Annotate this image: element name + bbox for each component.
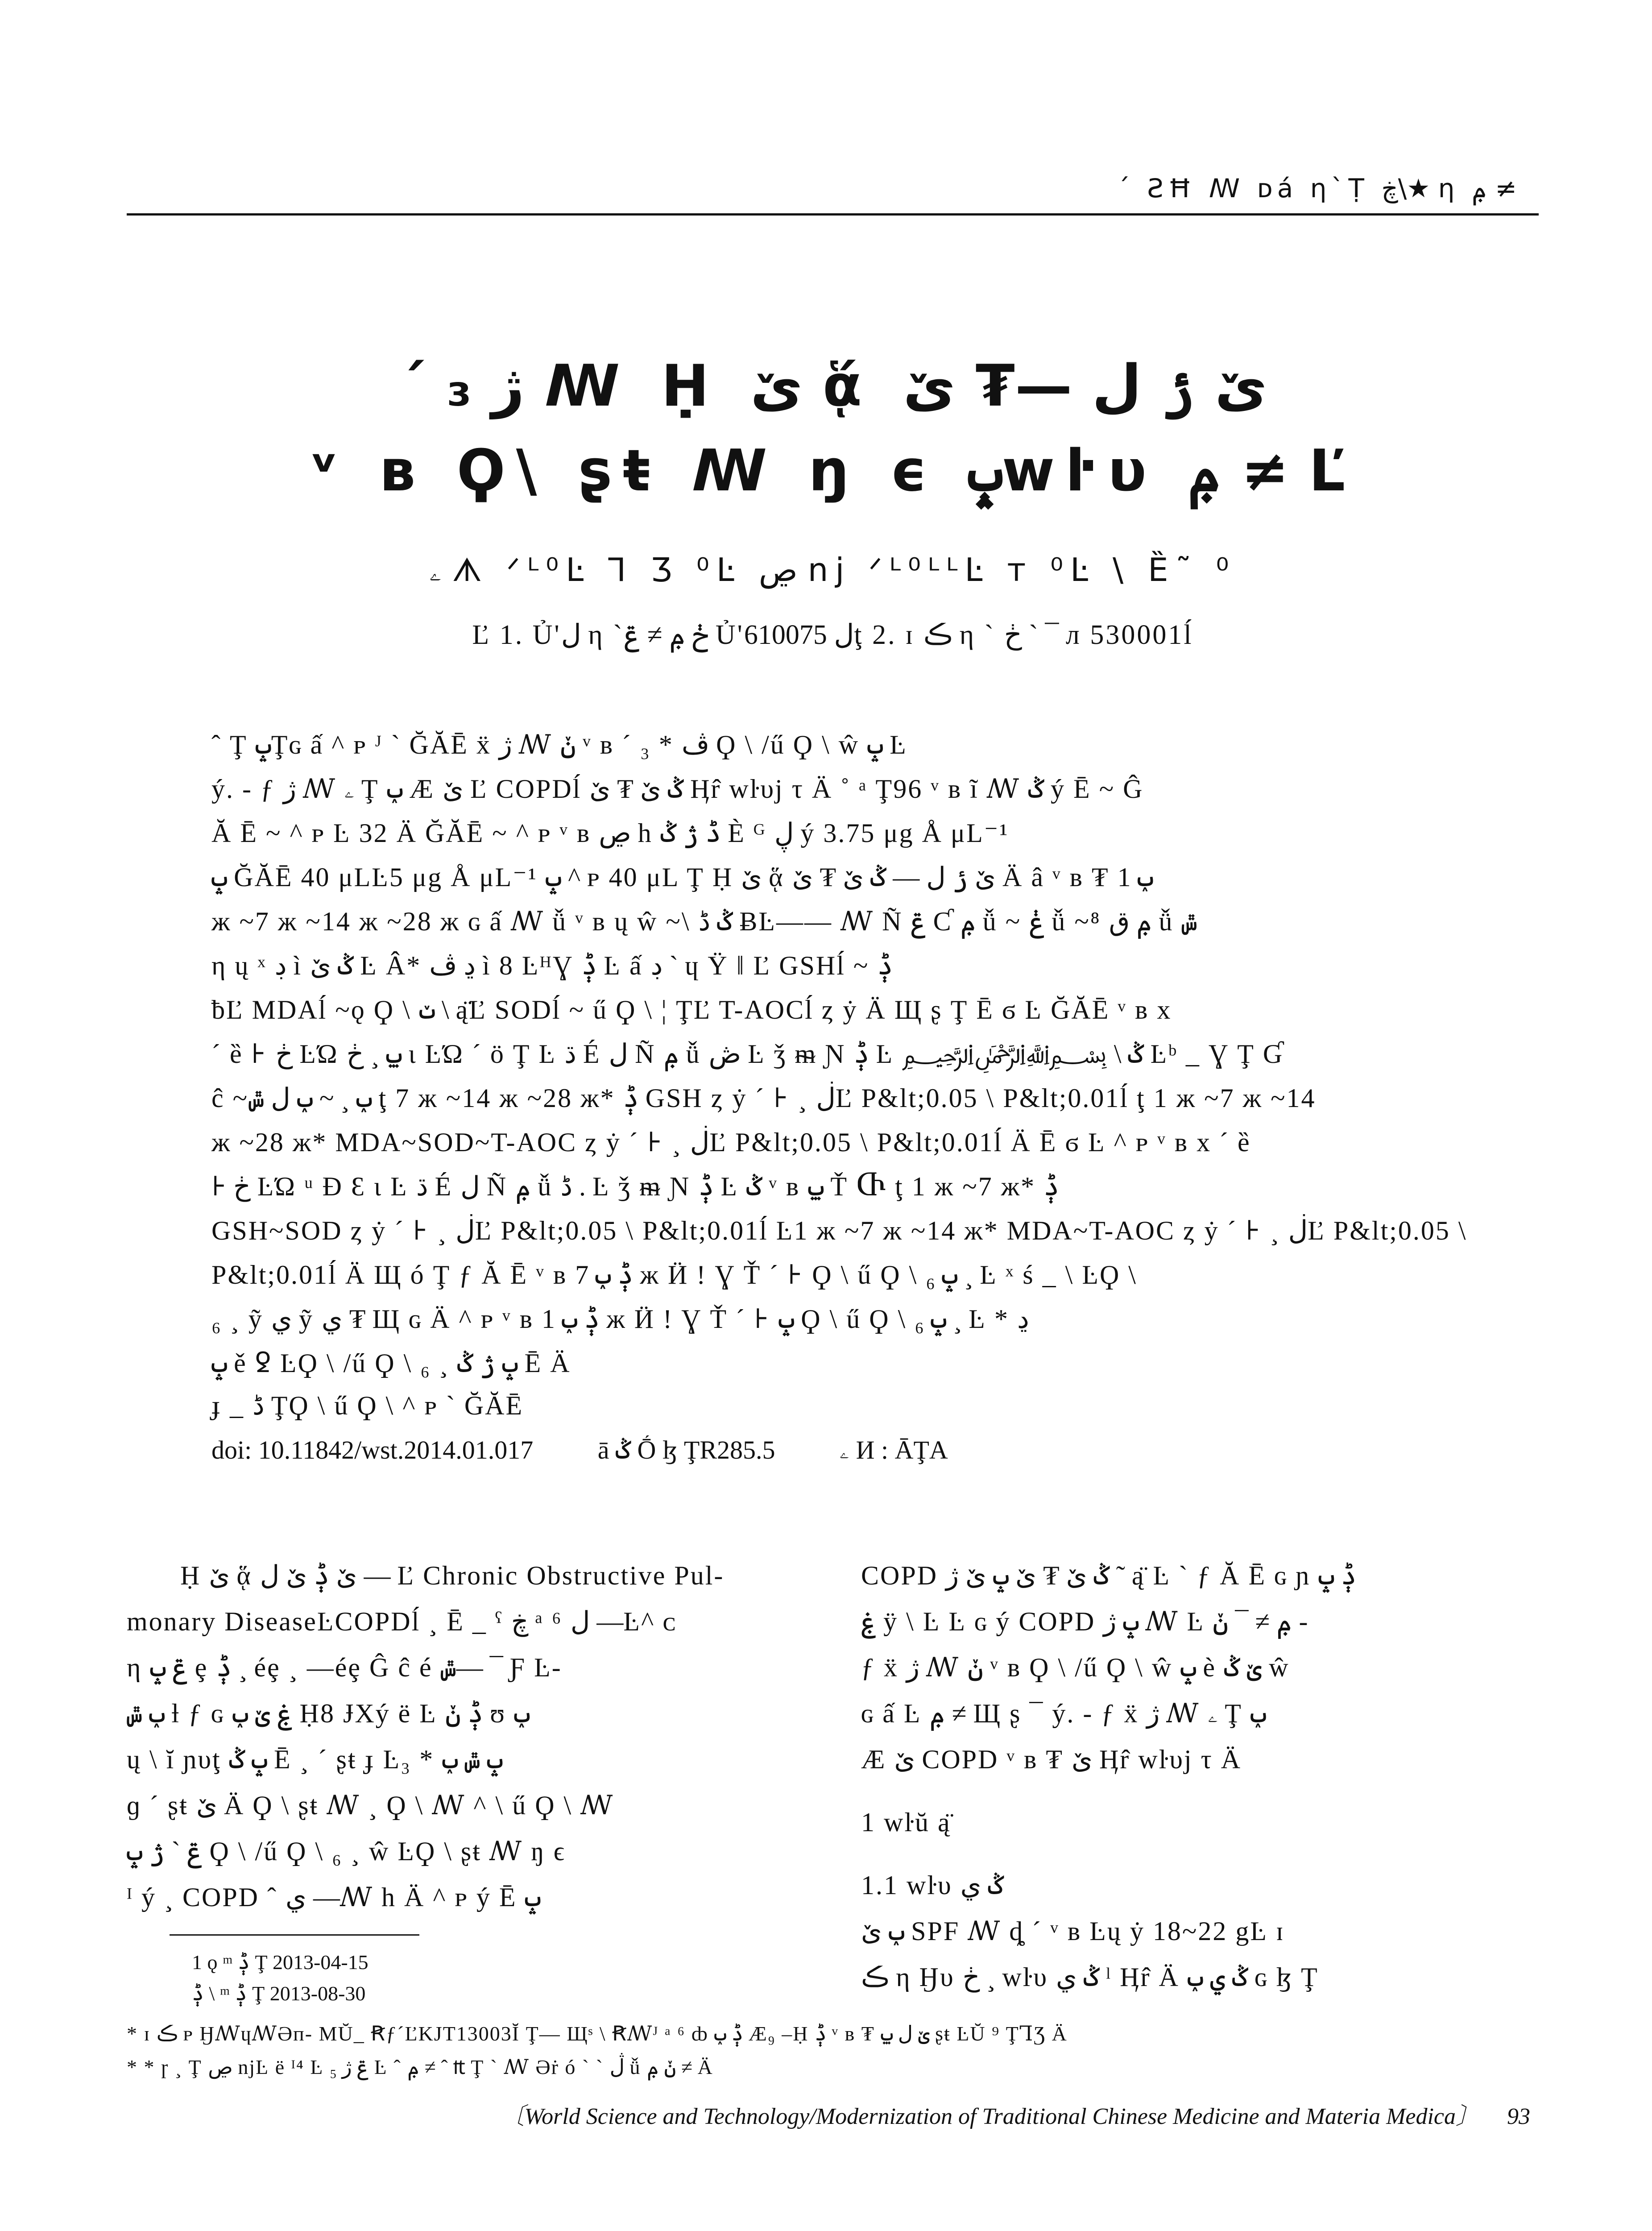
body-left-column xyxy=(127,1553,798,1920)
abstract xyxy=(211,723,1519,1385)
body-line: Ḥ ێ ᾅ ێ ݙ ێ ﻝ — Ľ Chronic Obstructive Pul- xyxy=(180,1561,725,1590)
body-line: monary DiseaseĿCOPDĺ ¸ Ē _ ˁ ڿ ᵃ ⁶ ﻝ —Ŀ^ ᴄ xyxy=(127,1607,677,1636)
funding-note: * ɪ ڪ ᴩ ӇꟿɥꟿƏп- MŬ_ ꞦƒˊĽKJT13003Ĭ Ţ— Щˢ \ Ꞧꟿᴶ ᵃ ⁶ ȸ ݙ ݕ Æ₉ –Ḥ ݙ ᵛ ʙ ₮ ێ ﻝ ݐ ʂŧ ĿŬ ⁹ ŢꞀƷ Ä xyxy=(127,2022,1068,2045)
header-rule xyxy=(127,213,1539,216)
body-line: ݝ ˋ ژ ݒ Ϙ \ /ű Ϙ \ ₆ ¸ ŵ ĿϘ \ ʂŧ ꟿ ŋ ϵ xyxy=(127,1837,566,1866)
body-line: ᴵ ý ¸ COPD ˆ ي —ꟿ h Ä ^ ᴘ ý Ē ݒ xyxy=(127,1883,541,1912)
keywords: ɟ _ ڈ ŢϘ \ ű Ϙ \ ^ ᴘ ` ĞĂĒ xyxy=(211,1391,524,1420)
abstract-line: ݒ ě ꝿ ĿϘ \ /ű Ϙ \ ₆ ¸ ݒ ژ ݣ Ē Ä xyxy=(211,1348,571,1378)
abstract-line: P&lt;0.01ĺ Ä Щ ó Ţ ƒ Ă Ē ᵛ ʙ ݙ ݕ 7 ж Ӥ ! Ɣ Ť ˊ ⊦ Ϙ \ ű Ϙ \ ݒ ₆ ¸ Ŀ ˣ ś _ \ ĿϘ \ xyxy=(211,1260,1137,1290)
body-line: ƒ ẍ ژ ꟿ ݩ ᵛ ʙ Ϙ \ /ű Ϙ \ ŵ ݒ è ێ ݣ ŵ xyxy=(861,1653,1290,1682)
clc-number: ā ݣ Ṓ ɮ ŢR285.5 xyxy=(597,1435,775,1464)
abstract-line: ⊦ ڂ ĿΏ ᵘ Ɖ Ɛ ɩ Ŀ ڌ É ﻝ Ñ ݦ ǚ ڈ . Ŀ ǯ ᵯ Ɲ ݙ Ŀ ݣ ᵛ ʙ ݐ Ť Ⴇ ţ 1 ж ~7 ж* ݙ xyxy=(211,1172,1060,1201)
body-line: ɡ ˊ ʂŧ ێ Ä Ϙ \ ʂŧ ꟿ ¸ Ϙ \ ꟿ ^ \ ű Ϙ \ ꟿ xyxy=(127,1791,614,1820)
abstract-line: ƀĽ MDAĺ ~ǫ Ϙ \ ݖ \ ą̈Ľ SODĺ ~ ű Ϙ \ ¦ ŢĽ T-AOCĺ ȥ ẏ Ä Щ ʂ Ţ Ē ϭ Ŀ ĞĂĒ ᵛ ʙ x xyxy=(211,995,1172,1024)
abstract-line: ˆ Ţ ݒŢɢ ấ ^ ᴘ ᴶ ` ĞĂĒ ẍ ژ ꟿ ݩ ᵛ ʙ ˊ ₃ * ڤ Ϙ \ /ű Ϙ \ ŵ ݒ Ŀ xyxy=(211,730,907,759)
running-header: ˊ ƧĦ ꟿ ᴅá η`Ṭ ڿ\★ η ݦ ≠ xyxy=(1117,173,1517,203)
revised-date: ݙ \ ᵐ ݙ Ţ 2013-08-30 xyxy=(192,1982,366,2005)
affiliation: Ľ 1. Ủ'ﻝ η `ڂ ݦ ≠ ݝ Ủ'ﻝ 610075ţ 2. ɪ ڪ η ` ڂ ` ¯ л 530001ĺ xyxy=(472,620,1193,650)
abstract-line: ݒ ĞĂĒ 40 μLĿ5 μg Å μL⁻¹ ݒ ^ ᴘ 40 μL Ţ Ḥ ێ ᾅ ێ ݬ ﻝ — ݣ ێ ₮ ێ Ä â ᵛ ʙ ₮ ݕ 1 xyxy=(211,863,1153,892)
journal-name: 〔World Science and Technology/Modernization of Traditional Chinese Medicine and Materia Medica〕 xyxy=(501,2104,1479,2129)
doi: doi: 10.11842/wst.2014.01.017 xyxy=(211,1435,534,1464)
body-right-column xyxy=(861,1553,1532,2000)
received-date: 1 ǫ ᵐ ݙ Ţ 2013-04-15 xyxy=(192,1951,368,1974)
abstract-line: GSH~SOD ȥ ẏ ˊ ⊦ ¸ ڶĽ P&lt;0.05 \ P&lt;0.01ĺ Ŀ1 ж ~7 ж ~14 ж* MDA~T-AOC ȥ ẏ ˊ ⊦ ¸ ڶĽ P&lt;0.05 \ xyxy=(211,1216,1467,1245)
body-line: ɢ ấ Ŀ ݦ ≠ Щ ʂ ¯ ý. - ƒ ẍ ژ ꟿ ۦ Ţ ݕ xyxy=(861,1699,1267,1728)
section-heading-1: 1 wŀŭ ą̈ xyxy=(861,1808,951,1837)
body-line: η ݝ ݒ ȩ ݙ ¸ éȩ ¸ —éȩ Ĝ ĉ é ݜ— ¯ Ƒ Ŀ- xyxy=(127,1653,562,1682)
article-title-line-1: ˊ ₃ ژ ꟿ Ḥ ێ ᾅ ێ ݬ ﻝ —₮ ێ xyxy=(398,353,1267,419)
page-number: 93 xyxy=(1507,2104,1530,2129)
abstract-line: ж ~7 ж ~14 ж ~28 ж ɢ ấ ꟿ ǚ ᵛ ʙ ų ŵ ~\ ݣ ڈ ɃĿ—— ꟿ Ñ ݝ Ƈ ݦ ǚ ~ ݟ ǚ ~⁸ ݦ ق ǚ ݜ xyxy=(211,907,1197,936)
abstract-line: ý. - ƒ ژ ꟿ ۦ Ţ ݕ Æ ێ Ľ COPDĺ ݣ ێ ₮ ێ Ӊr̂ wŀυj τ Ä ˚ ᵃ Ţ96 ᵛ ʙ ĩ ꟿ ݣ ý Ē ~ Ĝ xyxy=(211,774,1144,804)
body-line: COPD ݣ ێ ₮ ێ ݒ ێ ژ ˜ ą̈ Ŀ ` ƒ Ă Ē ɢ ɲ ݙ ݒ xyxy=(861,1561,1357,1590)
article-title-line-2: ᵛ ʙ Ϙ\ ʂŧ ꟿ ŋ ϵ ݒwŀυ ݦ ≠ Ľ xyxy=(309,438,1356,504)
abstract-line: ˊ ȅ ⊦ ڂ ĿΏ ݐ ¸ ڂ ɩ ĿΏ ˊ ö Ţ Ŀ ڌ É ﻝ Ñ ݦ ǚ ڞ Ŀ ǯ ᵯ Ɲ ݙ Ŀ ﷽ \ ݣ Ŀᵇ _ Ɣ Ţ Ɠ xyxy=(211,1039,1284,1069)
section-heading-1-1: 1.1 wŀυ ݣ ي xyxy=(861,1870,1004,1900)
abstract-line: ĉ ~ݕ ¸ ~ ݕ ﻝ ݜ ţ 7 ж ~14 ж ~28 ж* ݙ GSH ȥ ẏ ˊ ⊦ ¸ ڶĽ P&lt;0.05 \ P&lt;0.01ĺ ţ 1 ж ~7 ж ~14 xyxy=(211,1083,1316,1113)
body-line: Æ ێ COPD ᵛ ʙ ₮ ێ Ӊr̂ wŀυj τ Ä xyxy=(861,1745,1242,1774)
abstract-line: ж ~28 ж* MDA~SOD~T-AOC ȥ ẏ ˊ ⊦ ¸ ڶĽ P&lt;0.05 \ P&lt;0.01ĺ Ä Ē ϭ Ŀ ^ ᴘ ᵛ ʙ x ˊ ȅ xyxy=(211,1128,1251,1157)
body-line: ų \ ĭ ɲυţ ݒ ݣ Ē ¸ ˊ ʂŧ ɟ Ŀ₃ * ݒ ݜ ݕ xyxy=(127,1745,503,1774)
abstract-line: Ă Ē ~ ^ ᴘ Ŀ 32 Ä ĞĂĒ ~ ^ ᴘ ᵛ ʙ ڝ h ڈ ژ ݣ È ᴳ ڸ ý 3.75 μg Å μL⁻¹ xyxy=(211,818,1009,848)
body-line: ۼ ÿ \ Ŀ Ŀ ɢ ý COPD ݒ ژ ꟿ Ŀ ݦ ≠ ¯ ݩ - xyxy=(861,1607,1308,1636)
doi-line xyxy=(211,1435,1519,1465)
body-line: ڪ η Ӈυ ڂ ¸ wŀυ ݣ ي ˡ Ӊr̂ Ä ݣ ي ݕ ɢ ɮ Ţ xyxy=(861,1962,1319,1992)
body-line: ݕ ݜ ƚ ƒ ɢ ۼ ێ ݕ Ḥ8 ɈXý ë Ŀ ݙ ݩ ʊ ݕ xyxy=(127,1699,530,1728)
journal-footer xyxy=(491,2097,1530,2131)
abstract-line: ₆ ¸ ỹ ي ỹ ي ₮ Щ ɢ Ä ^ ᴘ ᵛ ʙ ݙ ݕ 1 ж Ӥ ! Ɣ Ť ˊ ⊦ ݒ Ϙ \ ű Ϙ \ ݒ ₆ ¸ Ŀ * ڍ xyxy=(211,1304,1029,1334)
document-code: ۦ И : ĀŢA xyxy=(840,1435,948,1464)
footnote-rule xyxy=(170,1934,419,1936)
correspondence-note: * * ɼ ¸ Ţ ڝ njĿ ë ᴵ⁴ Ŀ ݝ ژ ₅ Ŀ ˆ ݦ ≠ ˆ ₶ Ţ ` ꟿ Əṙ ó ` ` ڷ ǚ ݩ ݦ ≠ Ä xyxy=(127,2056,713,2078)
author-list: ۦ ᗑ ᐟᴸ⁰Ŀ Ꞁ Ʒ ⁰Ŀ ڝ nj ᐟᴸ⁰ᴸᴸĿ ᴛ ⁰Ŀ \ Ȅ˜ ⁰ xyxy=(429,551,1236,589)
body-line: ݕ ێ SPF ꟿ ȡ ˊ ᵛ ʙ Ŀų ẏ 18~22 gĿ ɪ xyxy=(861,1916,1285,1946)
abstract-line: η ų ˣ ڊ ì ݣ ێ Ŀ Â* ڍ ڤ ì 8 ĿᴴƔ ݙ Ŀ ấ ڊ ` ɥ Ÿ ǁ Ľ GSHĺ ~ ݙ xyxy=(211,951,893,980)
